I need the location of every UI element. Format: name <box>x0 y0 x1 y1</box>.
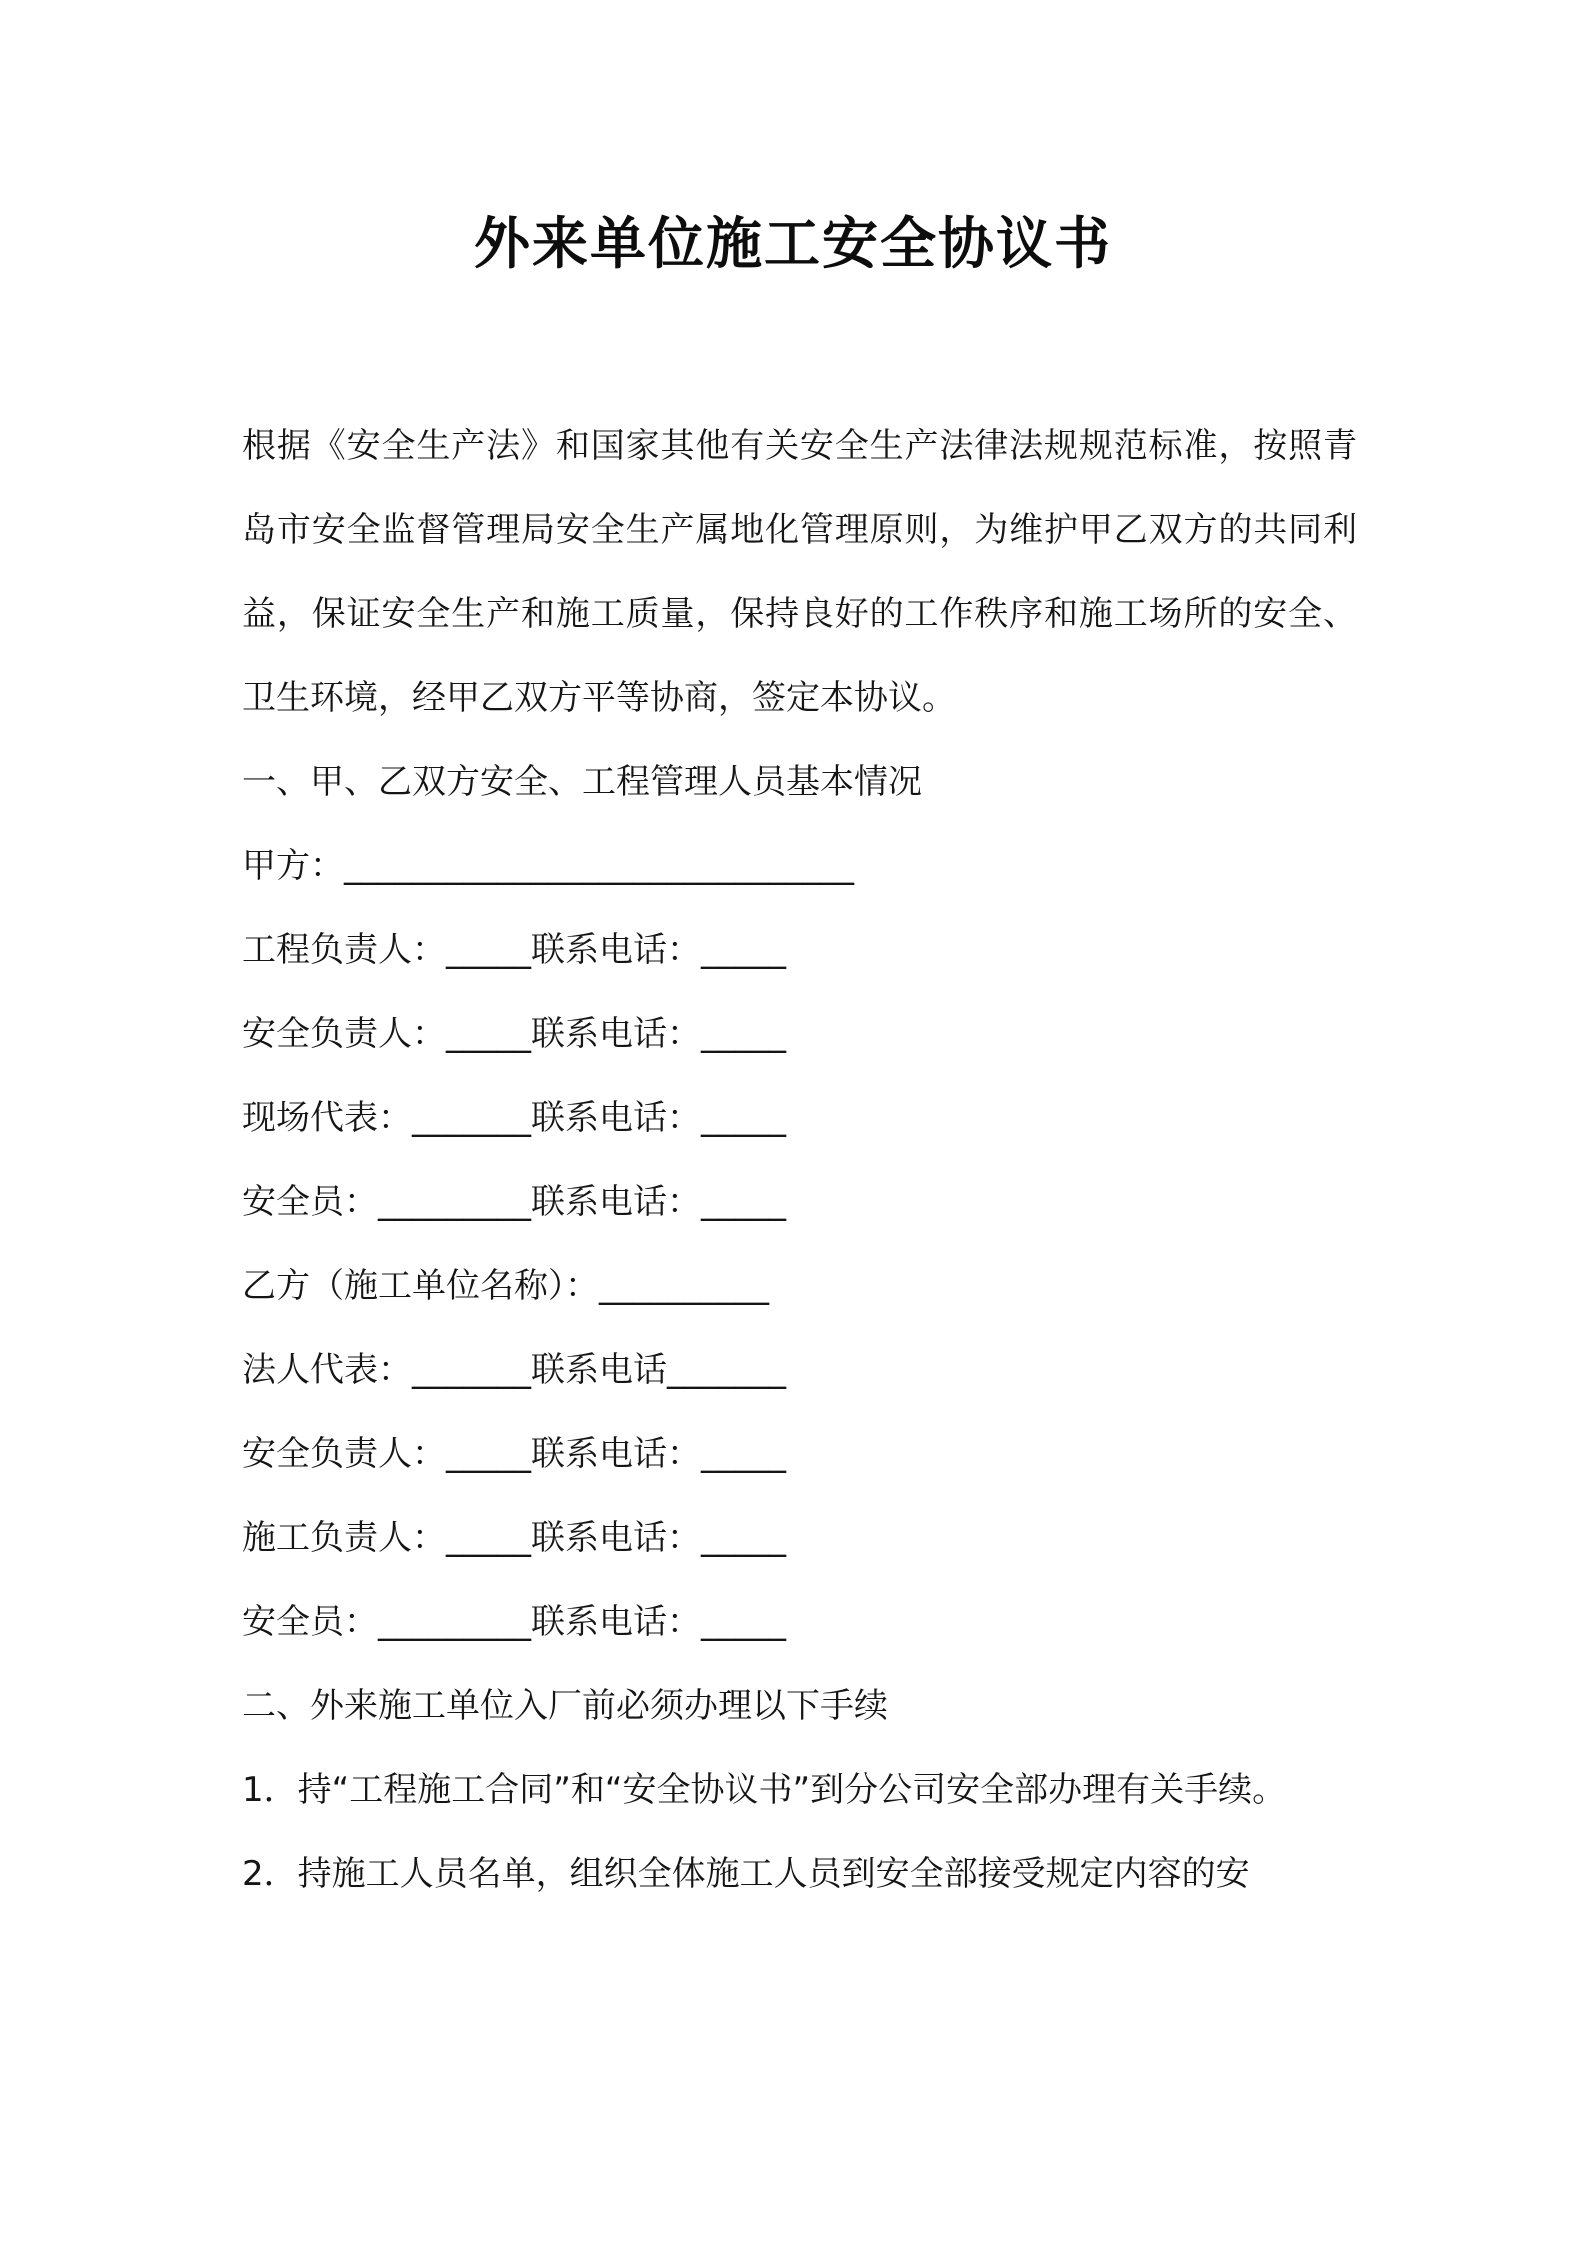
party-a-line: 甲方：______________________________ <box>242 846 854 886</box>
document-body <box>242 404 1357 1916</box>
party-b-line: 乙方（施工单位名称）：__________ <box>242 1266 769 1306</box>
item-2-paragraph: 2．持施工人员名单，组织全体施工人员到安全部接受规定内容的安 <box>242 1854 1250 1894</box>
intro-paragraph: 根据《安全生产法》和国家其他有关安全生产法律法规规范标准，按照青岛市安全监督管理局安全生产属地化管理原则，为维护甲乙双方的共同利益，保证安全生产和施工质量，保持良好的工作秩序和施工场所的安全、卫生环境，经甲乙双方平等协商，签定本协议。 <box>242 426 1357 718</box>
section-1-heading: 一、甲、乙双方安全、工程管理人员基本情况 <box>242 762 922 802</box>
party-b-legal-rep-line: 法人代表：_______联系电话_______ <box>242 1350 786 1390</box>
party-a-project-lead-line: 工程负责人：_____联系电话：_____ <box>242 930 786 970</box>
party-b-safety-lead-line: 安全负责人：_____联系电话：_____ <box>242 1434 786 1474</box>
item-1-paragraph: 1．持“工程施工合同”和“安全协议书”到分公司安全部办理有关手续。 <box>242 1770 1287 1810</box>
party-a-site-rep-line: 现场代表：_______联系电话：_____ <box>242 1098 786 1138</box>
party-b-safety-officer-line: 安全员：_________联系电话：_____ <box>242 1602 786 1642</box>
document-title: 外来单位施工安全协议书 <box>474 212 1112 277</box>
section-2-heading: 二、外来施工单位入厂前必须办理以下手续 <box>242 1686 888 1726</box>
party-a-safety-officer-line: 安全员：_________联系电话：_____ <box>242 1182 786 1222</box>
party-a-safety-lead-line: 安全负责人：_____联系电话：_____ <box>242 1014 786 1054</box>
party-b-construction-lead-line: 施工负责人：_____联系电话：_____ <box>242 1518 786 1558</box>
